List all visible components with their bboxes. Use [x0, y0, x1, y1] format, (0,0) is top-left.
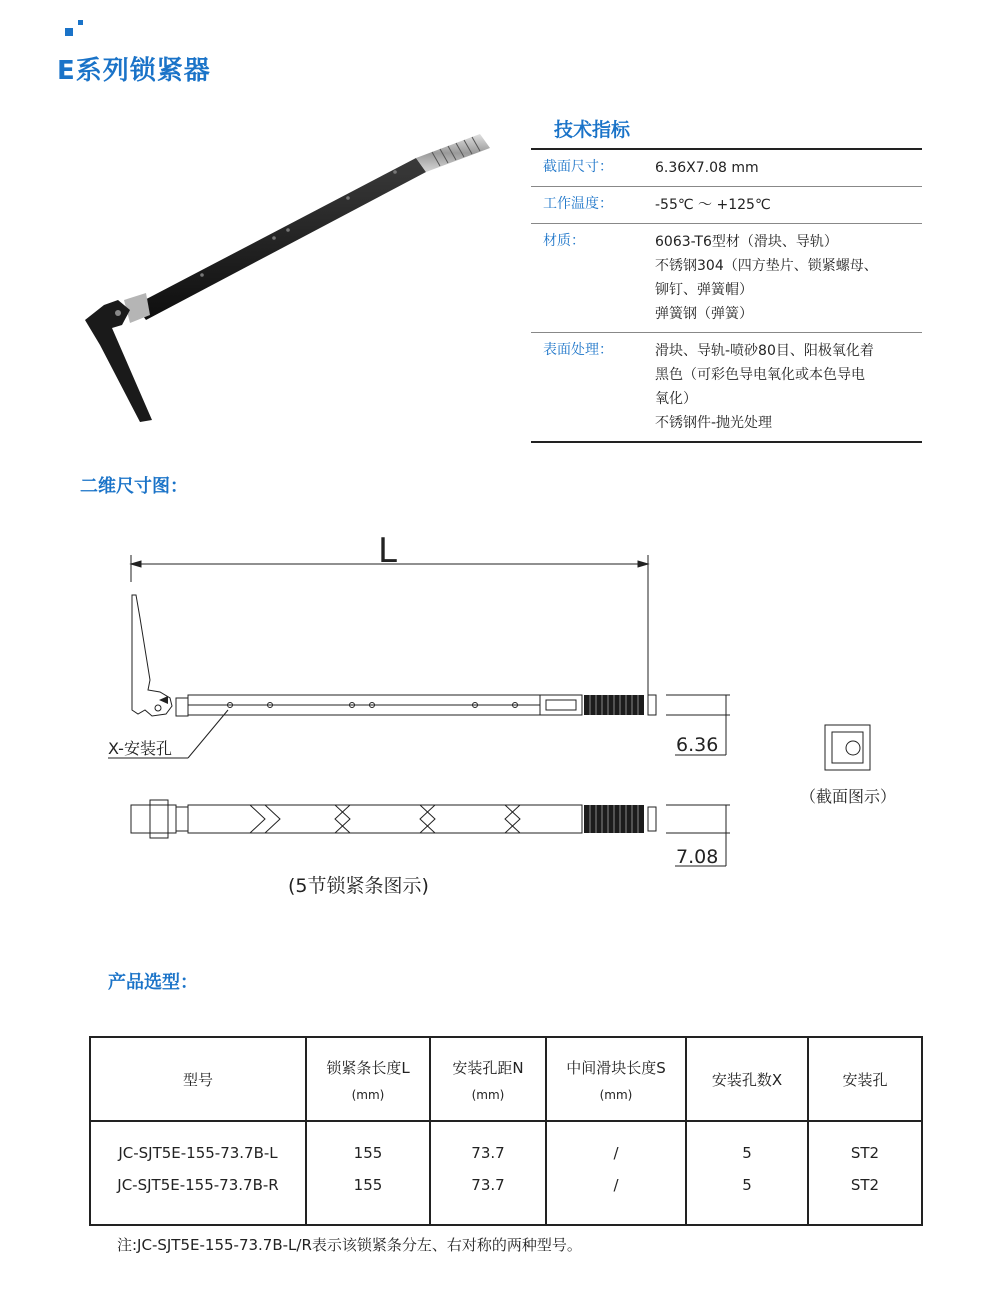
cell-hole-type: ST2 [808, 1169, 922, 1225]
thread-side [584, 805, 644, 833]
thread-top [584, 695, 644, 715]
spec-value: 不锈钢件-抛光处理 [655, 415, 773, 431]
section-bore [846, 741, 860, 755]
pivot-rivet [115, 310, 121, 316]
nut-block [176, 698, 188, 716]
arrow-right [638, 561, 648, 567]
section-inner [832, 732, 863, 763]
cell-slider-length: / [546, 1121, 686, 1169]
clamp-side-head [150, 800, 168, 838]
hole-label: X-安装孔 [108, 739, 172, 758]
dimension-drawing [0, 500, 1000, 920]
page-title: E系列锁紧器 [57, 56, 211, 86]
length-label: L [378, 531, 397, 571]
wedge-cut [420, 805, 435, 833]
spec-value: 不锈钢304（四方垫片、锁紧螺母、 [655, 258, 878, 274]
spec-label: 工作温度： [543, 196, 613, 212]
clamp-lever [85, 300, 152, 422]
spec-heading: 技术指标 [554, 119, 631, 141]
spec-value: 弹簧钢（弹簧） [655, 306, 753, 322]
table-header-row [90, 1037, 922, 1121]
arrow-left [131, 561, 141, 567]
width-dim-text: 7.08 [676, 846, 719, 868]
spec-table [531, 148, 922, 443]
spec-row-surface [531, 333, 922, 441]
spec-value: 6.36X7.08 mm [655, 160, 759, 176]
cell-hole-count: 5 [686, 1121, 808, 1169]
spec-value: 黑色（可彩色导电氧化或本色导电 [655, 367, 865, 383]
cell-length: 155 [306, 1121, 430, 1169]
clamp-pivot [155, 705, 161, 711]
cell-length: 155 [306, 1169, 430, 1225]
col-model: 型号 [90, 1037, 306, 1121]
col-length: 锁紧条长度L (mm) [306, 1037, 430, 1121]
rail-end-cap [648, 695, 656, 715]
cell-hole-type: ST2 [808, 1121, 922, 1169]
spec-value: 滑块、导轨-喷砂80目、阳极氧化着 [655, 343, 874, 359]
table-row [90, 1169, 922, 1225]
height-dim-text: 6.36 [676, 734, 719, 756]
wedge-cut [505, 805, 520, 833]
drawing-caption: (5节锁紧条图示) [288, 875, 429, 897]
rail-side-end [648, 807, 656, 831]
rail-side-view [188, 805, 582, 833]
drawing-heading: 二维尺寸图： [80, 476, 188, 497]
spec-label: 材质： [543, 233, 585, 249]
cell-hole-pitch: 73.7 [430, 1121, 546, 1169]
spec-value: 氧化） [655, 391, 697, 407]
nut-side [176, 807, 188, 831]
spec-label: 表面处理： [543, 342, 613, 358]
clamp-arrow-icon [159, 696, 168, 704]
rail-body [135, 158, 426, 320]
table-row [90, 1121, 922, 1169]
wedge-cut [250, 805, 265, 833]
col-hole-pitch: 安装孔距N (mm) [430, 1037, 546, 1121]
end-slot [546, 700, 576, 710]
cell-model: JC-SJT5E-155-73.7B-L [90, 1121, 306, 1169]
wedge-cut [265, 805, 280, 833]
product-photo [60, 110, 510, 440]
section-caption: （截面图示） [800, 787, 897, 806]
col-slider-length: 中间滑块长度S (mm) [546, 1037, 686, 1121]
spec-row-section [531, 150, 922, 187]
logo-square-small [78, 20, 83, 25]
spec-value: -55℃ ～ +125℃ [655, 197, 771, 213]
spec-value: 铆钉、弹簧帽） [655, 282, 753, 298]
wedge-cut [505, 805, 520, 833]
col-hole-type: 安装孔 [808, 1037, 922, 1121]
cell-slider-length: / [546, 1169, 686, 1225]
spec-row-material [531, 224, 922, 333]
threaded-end [416, 134, 490, 172]
selection-table [89, 1036, 923, 1226]
footnote: 注:JC-SJT5E-155-73.7B-L/R表示该锁紧条分左、右对称的两种型号。 [117, 1236, 582, 1254]
cell-model: JC-SJT5E-155-73.7B-R [90, 1169, 306, 1225]
spec-label: 截面尺寸： [543, 159, 613, 175]
wedge-cut [335, 805, 350, 833]
selection-heading: 产品选型： [108, 972, 198, 993]
spec-row-temperature [531, 187, 922, 224]
hole-leader [188, 710, 228, 758]
cell-hole-pitch: 73.7 [430, 1169, 546, 1225]
wedge-cut [420, 805, 435, 833]
wedge-cut [335, 805, 350, 833]
logo-square-large [65, 28, 73, 36]
cell-hole-count: 5 [686, 1169, 808, 1225]
col-hole-count: 安装孔数X [686, 1037, 808, 1121]
spec-value: 6063-T6型材（滑块、导轨） [655, 234, 838, 250]
clamp-side [131, 805, 176, 833]
